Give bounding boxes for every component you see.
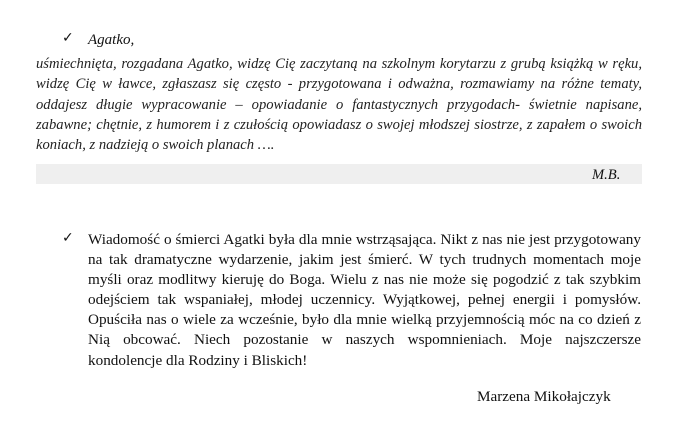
greeting: Agatko, <box>88 32 135 48</box>
checkmark-icon: ✓ <box>62 30 74 46</box>
checkmark-icon: ✓ <box>62 230 74 246</box>
signature: M.B. <box>592 167 621 183</box>
signature: Marzena Mikołajczyk <box>477 388 611 405</box>
condolence-text: Wiadomość o śmierci Agatki była dla mnie wstrząsająca. Nikt z nas nie jest przygotowany na tak dramatyczne wydarzenie, jakim jest śmierć. W tych trudnych momentach moje myśli oraz modlitwy kieruję do Boga. Wielu z nas nie może się pogodzić z tak szybkim odejściem tak wspaniałej, młodej uczennicy. Wyjątkowej, pełnej energii i pomysłów. Opuściła nas o wiele za wcześnie, było dla mnie wielką przyjemnością móc na co dzień z Nią obcować. Niech pozostanie w naszych wspomnieniach. Moje najszczersze kondolencje dla Rodziny i Bliskich! <box>88 231 641 369</box>
highlight-band <box>36 164 642 184</box>
message-text: uśmiechnięta, rozgadana Agatko, widzę Cię zaczytaną na szkolnym korytarzu z grubą książką w ręku, widzę Cię w ławce, zgłaszasz się często - przygotowana i odważna, rozmawiamy na różne tematy, oddajesz długie wypracowanie – opowiadanie o fantastycznych przygodach- świetnie napisane, zabawne; chętnie, z humorem i z czułością opowiadasz o swojej młodszej siostrze, z zapałem o swoich koniach, z nadzieją o swoich planach …. <box>36 56 642 154</box>
